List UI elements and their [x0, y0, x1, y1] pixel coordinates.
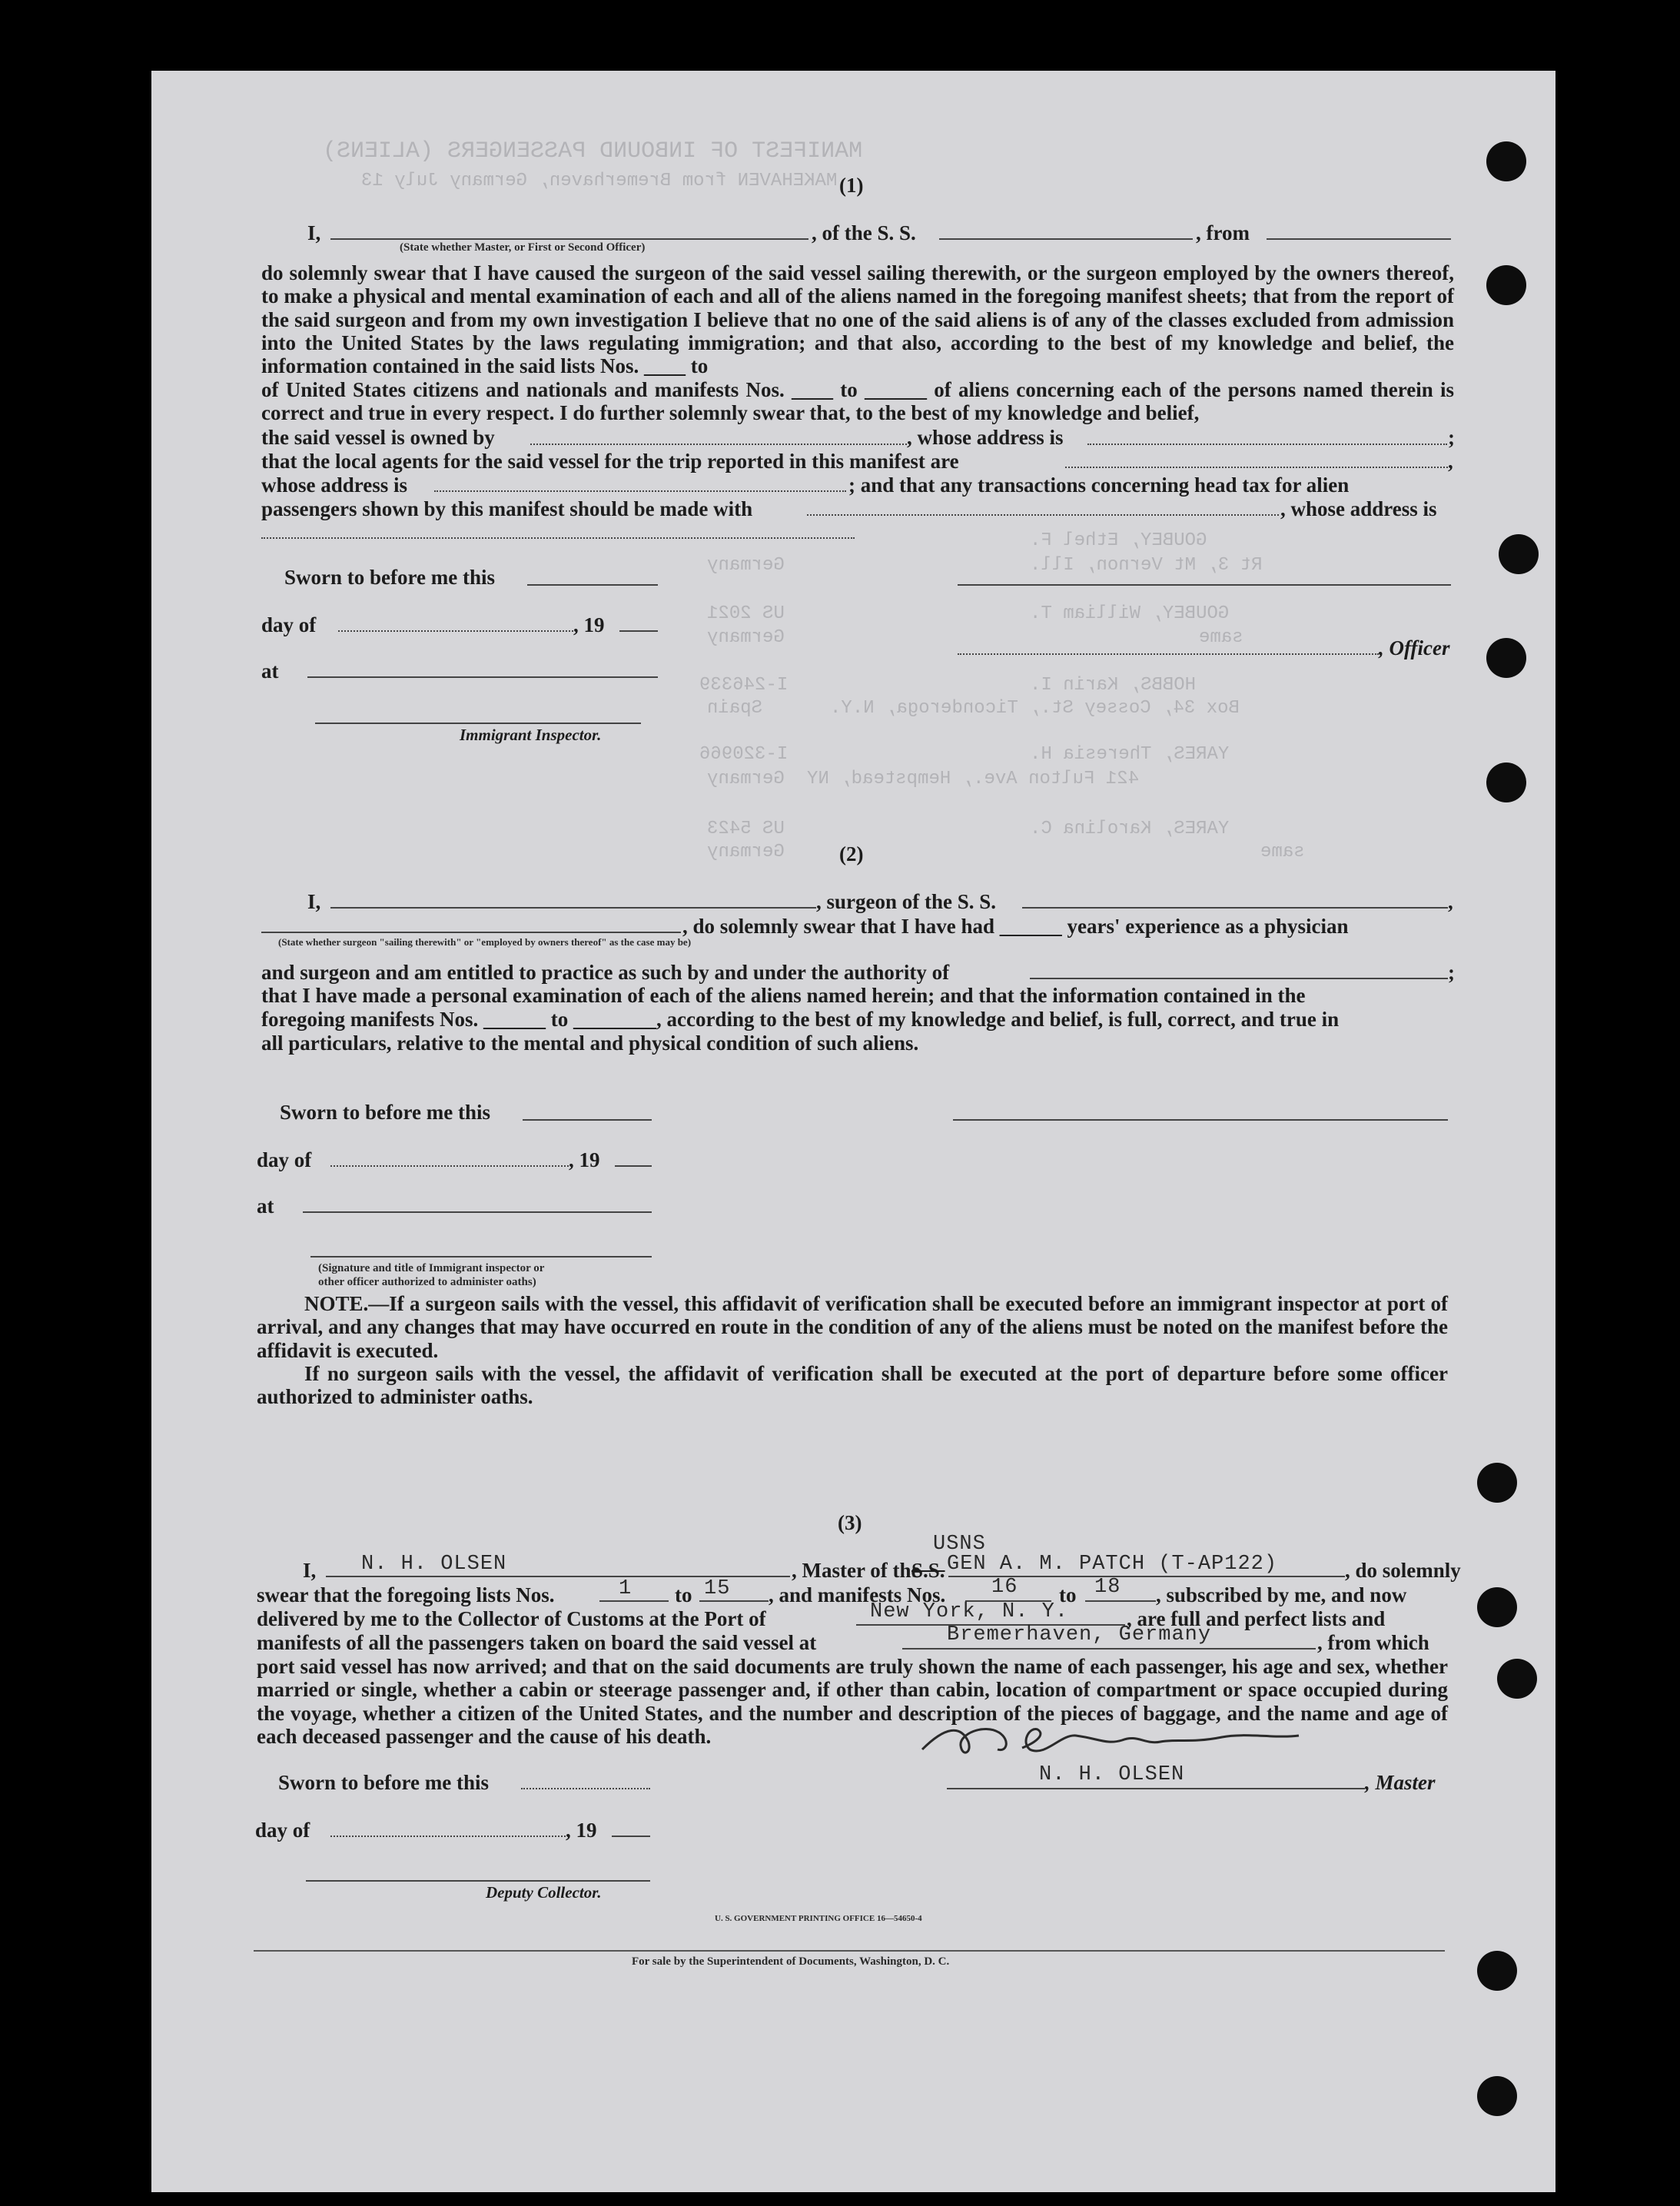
inspector-signature-line-2[interactable] [310, 1256, 652, 1257]
day-of-blank-3[interactable] [330, 1836, 566, 1837]
whose-address-is-label: whose address is [261, 473, 408, 497]
signature-caption-2: other officer authorized to administer oaths) [318, 1276, 536, 1288]
agents-address-blank[interactable] [434, 490, 846, 492]
punch-hole [1477, 1951, 1517, 1991]
inspector-signature-line[interactable] [315, 723, 641, 724]
day-of-label-1: day of [261, 613, 317, 636]
lists-from-typed: 1 [619, 1577, 632, 1600]
full-lists-label: , are full and perfect lists and [1127, 1607, 1386, 1630]
section-1-number: (1) [839, 174, 864, 197]
surgeon-examination-text: that I have made a personal examination of each of the aliens named herein; and that the information contained in the [261, 984, 1306, 1007]
section-1-body-2: of United States citizens and nationals and manifests Nos. ____ to ______ of aliens concerning each of the persons named therein is correct and true in every respect. I do further solemnly swear that, to the best of my knowledge and belief, [261, 378, 1454, 425]
day-of-label-2: day of [257, 1148, 312, 1171]
at-label-2: at [257, 1194, 274, 1218]
bleed-through-text: Box 34, Cossey St., Ticonderoga, N.Y. [830, 698, 1240, 719]
bleed-through-text: Germany [707, 627, 785, 648]
punch-hole [1486, 638, 1526, 678]
section-3-number: (3) [838, 1511, 862, 1534]
punch-hole [1499, 534, 1539, 574]
semicolon: ; [1448, 426, 1455, 449]
sworn-label-3: Sworn to before me this [278, 1771, 489, 1794]
year-blank-3[interactable] [612, 1836, 650, 1837]
bleed-through-text: GOUBEY, William T. [1030, 603, 1230, 624]
owner-blank[interactable] [530, 444, 907, 445]
section-1-i: I, [307, 221, 321, 244]
at-blank-1[interactable] [307, 676, 658, 678]
master-blank[interactable] [330, 238, 808, 240]
year-label-1: , 19 [573, 613, 605, 636]
vessel-name-typed: GEN A. M. PATCH (T-AP122) [947, 1553, 1278, 1576]
surgeon-particulars-text: all particulars, relative to the mental and physical condition of such aliens. [261, 1032, 919, 1055]
bleed-through-text: same [1260, 842, 1305, 862]
bleed-through-text: YARES, Karolina C. [1030, 819, 1230, 839]
to-label-1: to [675, 1583, 692, 1606]
punch-hole [1486, 762, 1526, 802]
bleed-through-text: 421 Fulton Ave., Hempstead, NY [807, 769, 1140, 789]
comma: , [1448, 450, 1453, 473]
bleed-through-text: US 2021 [707, 603, 785, 624]
subscribed-label: , subscribed by me, and now [1156, 1583, 1407, 1606]
gpo-imprint: U. S. GOVERNMENT PRINTING OFFICE 16—54650-4 [715, 1914, 922, 1923]
year-label-2: , 19 [569, 1148, 600, 1171]
surgeon-status-blank[interactable] [261, 932, 681, 933]
bleed-through-text: Germany [707, 555, 785, 576]
surgeon-vessel-blank[interactable] [1022, 907, 1448, 909]
manifests-to-blank[interactable] [1085, 1600, 1156, 1602]
punch-hole [1497, 1659, 1537, 1699]
officer-label: , Officer [1379, 636, 1450, 659]
year-blank-2[interactable] [615, 1165, 652, 1167]
deputy-collector-caption: Deputy Collector. [486, 1883, 602, 1902]
bleed-through-text: Rt 3, Mt Vernon, Ill. [1030, 555, 1263, 576]
at-blank-2[interactable] [303, 1211, 652, 1213]
whose-address-label: , whose address is [907, 426, 1064, 449]
owner-address-blank[interactable] [1087, 444, 1447, 445]
officer-signature-line[interactable] [958, 584, 1451, 586]
vessel-blank[interactable] [939, 238, 1193, 240]
master-title-label: , Master [1365, 1771, 1436, 1794]
bleed-through-text: US 5423 [707, 819, 785, 839]
bleed-through-text: HOBBS, Karin I. [1030, 675, 1197, 696]
from-blank[interactable] [1267, 238, 1451, 240]
master-of-label: , Master of the [792, 1559, 921, 1582]
master-caption: (State whether Master, or First or Second Officer) [400, 241, 646, 254]
delivered-label: delivered by me to the Collector of Customs at the Port of [257, 1607, 766, 1630]
from-which-label: , from which [1317, 1631, 1429, 1654]
at-label-1: at [261, 659, 279, 683]
bleed-through-text: same [1199, 627, 1243, 648]
bleed-through-text: YARES, Theresia H. [1030, 744, 1230, 765]
master-signature-line[interactable] [947, 1788, 1365, 1789]
head-tax-address-blank[interactable] [261, 537, 855, 539]
section-2-number: (2) [839, 842, 864, 865]
local-agents-label: that the local agents for the said vessel for the trip reported in this manifest are [261, 450, 959, 473]
year-label-3: , 19 [566, 1819, 597, 1842]
signature-caption-1: (Signature and title of Immigrant inspector or [318, 1262, 545, 1274]
semicolon: ; [1448, 961, 1455, 984]
usns-typed: USNS [933, 1533, 986, 1556]
year-blank-1[interactable] [619, 630, 658, 632]
inspector-caption: Immigrant Inspector. [460, 726, 602, 744]
bleed-through-text: Germany [707, 769, 785, 789]
surgeon-experience-text: , do solemnly swear that I have had ______ years' experience as a physician [682, 915, 1349, 938]
swear-lists-label: swear that the foregoing lists Nos. [257, 1583, 555, 1606]
and-manifests-label: , and manifests Nos. [769, 1583, 946, 1606]
section-2-i: I, [307, 890, 321, 913]
sworn-blank-1[interactable] [527, 584, 658, 586]
departure-typed: Bremerhaven, Germany [947, 1623, 1212, 1646]
surgeon-authority-text: and surgeon and am entitled to practice as such by and under the authority of [261, 961, 950, 984]
officer-name-line[interactable] [958, 653, 1379, 655]
section-1-of-ss: , of the S. S. [812, 221, 916, 244]
head-tax-agent-blank[interactable] [807, 514, 1279, 516]
bleed-through-text: MANIFEST OF INBOUND PASSENGERS (ALIENS) [323, 138, 863, 164]
punch-hole [1477, 2076, 1517, 2116]
to-label-2: to [1059, 1583, 1077, 1606]
head-tax-text: ; and that any transactions concerning head tax for alien [848, 473, 1350, 497]
punch-hole [1486, 141, 1526, 181]
bleed-through-text: I-246339 [699, 675, 789, 696]
passengers-text: passengers shown by this manifest should be made with [261, 497, 753, 520]
struck-ss: S.S. [911, 1559, 945, 1582]
master-name-typed: N. H. OLSEN [361, 1553, 507, 1576]
surgeon-manifests-text: foregoing manifests Nos. ______ to ________, according to the best of my knowledge and belief, is full, correct, and true in [261, 1008, 1340, 1031]
punch-hole [1477, 1463, 1517, 1503]
sworn-blank-3[interactable] [521, 1788, 650, 1789]
whose-address-end: , whose address is [1280, 497, 1437, 520]
owned-by-label: the said vessel is owned by [261, 426, 495, 449]
punch-hole [1477, 1587, 1517, 1627]
authority-blank[interactable] [1030, 978, 1448, 979]
note-paragraph-2: If no surgeon sails with the vessel, the affidavit of verification shall be executed at the port of departure before some officer authorized to administer oaths. [257, 1362, 1448, 1409]
port-typed: New York, N. Y. [870, 1600, 1069, 1623]
lists-from-blank[interactable] [599, 1600, 669, 1602]
sworn-label-1: Sworn to before me this [284, 566, 495, 589]
lists-to-blank[interactable] [699, 1600, 769, 1602]
day-of-blank-2[interactable] [330, 1165, 569, 1167]
departure-blank[interactable] [902, 1648, 1316, 1650]
surgeon-of-ss: , surgeon of the S. S. [816, 890, 997, 913]
master-signature [915, 1719, 1345, 1765]
bleed-through-text: MAKEHAVEN from Bremerhaven, Germany July 13 [361, 171, 838, 191]
surgeon-signature-line[interactable] [953, 1119, 1448, 1121]
comma: , [1448, 890, 1453, 913]
punch-hole [1486, 265, 1526, 305]
section-3-body: port said vessel has now arrived; and that on the said documents are truly shown the name of each passenger, his age and sex, whether married or single, whether a cabin or steerage passenger and, if other than cabin, location of compartment or space occupied during the voyage, whether a citizen of the United States, and the number and description of the pieces of baggage, and the name and age of each deceased passenger and the cause of his death. [257, 1655, 1448, 1748]
do-solemnly-label: , do solemnly [1345, 1559, 1461, 1582]
note-paragraph: NOTE.—If a surgeon sails with the vessel, this affidavit of verification shall be executed before an immigrant inspector at port of arrival, and any changes that may have occurred en route in the condition of any of the aliens must be noted on the manifest before the affidavit is executed. [257, 1292, 1448, 1362]
manifests-to-typed: 18 [1094, 1576, 1121, 1599]
bleed-through-text: I-320966 [699, 744, 789, 765]
sworn-label-2: Sworn to before me this [280, 1101, 490, 1124]
manifests-from-typed: 16 [991, 1576, 1018, 1599]
day-of-blank-1[interactable] [338, 630, 573, 632]
day-of-label-3: day of [255, 1819, 310, 1842]
local-agents-blank[interactable] [1065, 467, 1448, 468]
surgeon-name-blank[interactable] [330, 907, 816, 909]
bleed-through-text: Spain [707, 698, 763, 719]
bleed-through-text: GOUBEY, Ethel F. [1030, 530, 1207, 551]
section-1-body: do solemnly swear that I have caused the surgeon of the said vessel sailing therewith, or the surgeon employed by the owners thereof, to make a physical and mental examination of each and all of the aliens named in the foregoing manifest sheets; that from the report of the said surgeon and from my own investigation I believe that no one of the said aliens is of any of the classes excluded from admission into the United States by the laws regulating immigration; and that also, according to the best of my knowledge and belief, the information contained in the said lists Nos. ____ to [261, 261, 1454, 378]
lists-to-typed: 15 [704, 1577, 731, 1600]
for-sale-footer: For sale by the Superintendent of Documents, Washington, D. C. [632, 1955, 950, 1968]
deputy-collector-line[interactable] [306, 1880, 650, 1882]
signed-name-typed: N. H. OLSEN [1039, 1763, 1185, 1786]
sworn-blank-2[interactable] [523, 1119, 652, 1121]
surgeon-caption: (State whether surgeon "sailing therewith" or "employed by owners thereof" as the case may be) [278, 936, 692, 948]
section-1-from: , from [1196, 221, 1250, 244]
section-3-i: I, [303, 1559, 317, 1582]
footer-rule [254, 1950, 1445, 1952]
manifests-all-label: manifests of all the passengers taken on board the said vessel at [257, 1631, 817, 1654]
bleed-through-text: Germany [707, 842, 785, 862]
